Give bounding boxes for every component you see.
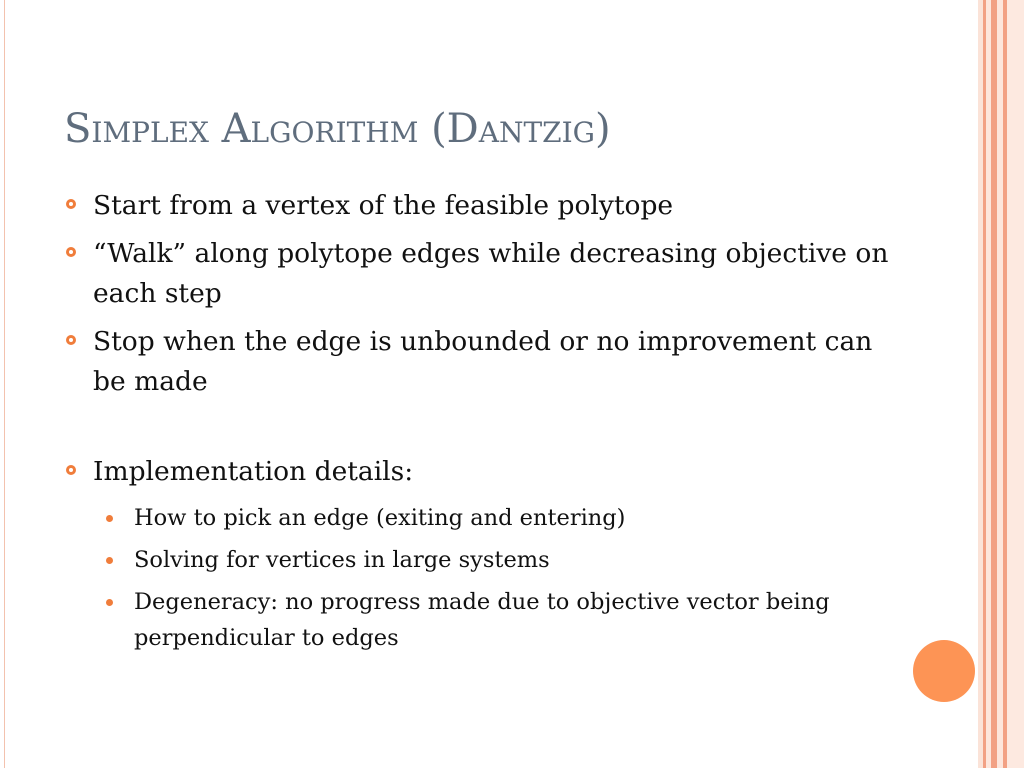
- sub-bullet-item: [64, 584, 904, 656]
- sub-bullet-item: [64, 542, 904, 578]
- dot-bullet-icon: [106, 557, 113, 564]
- bullet-text: Start from a vertex of the feasible polytope: [93, 190, 674, 221]
- bullet-list: [64, 186, 904, 662]
- decorative-circle: [913, 640, 975, 702]
- ring-bullet-icon: [66, 335, 76, 345]
- dot-bullet-icon: [106, 515, 113, 522]
- spacer: [64, 410, 904, 452]
- bullet-item: [64, 186, 904, 226]
- bullet-text: Implementation details:: [93, 456, 414, 487]
- bullet-text: “Walk” along polytope edges while decreasing objective on each step: [93, 238, 889, 309]
- sub-bullet-text: How to pick an edge (exiting and entering): [134, 505, 626, 531]
- ring-bullet-icon: [66, 247, 76, 257]
- bullet-item: [64, 322, 904, 402]
- ring-bullet-icon: [66, 465, 76, 475]
- sub-bullet-text: Solving for vertices in large systems: [134, 547, 550, 573]
- right-stripe-decoration: [1007, 0, 1024, 768]
- sub-bullet-text: Degeneracy: no progress made due to objective vector being perpendicular to edges: [134, 589, 830, 651]
- dot-bullet-icon: [106, 599, 113, 606]
- bullet-item: [64, 452, 904, 492]
- slide-title: Simplex Algorithm (Dantzig): [64, 106, 611, 152]
- left-border-line: [4, 0, 5, 768]
- bullet-item: [64, 234, 904, 314]
- ring-bullet-icon: [66, 199, 76, 209]
- sub-bullet-item: [64, 500, 904, 536]
- bullet-text: Stop when the edge is unbounded or no improvement can be made: [93, 326, 873, 397]
